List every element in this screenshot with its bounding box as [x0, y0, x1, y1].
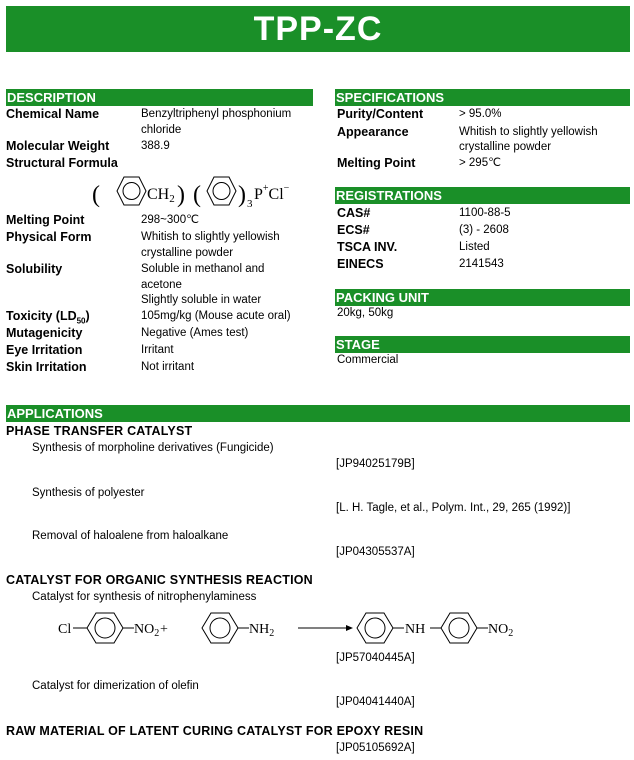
purity-label: Purity/Content — [337, 107, 424, 121]
physical-form-value-2: crystalline powder — [141, 247, 234, 259]
packing-unit-header: PACKING UNIT — [335, 289, 630, 306]
aromatic-circle-a — [95, 618, 115, 638]
phosphorus-symbol: P+Cl− — [254, 183, 290, 203]
cos-item-1: Catalyst for synthesis of nitrophenylaminess — [32, 591, 257, 603]
product-title: TPP-ZC — [6, 6, 630, 52]
cos-ref-1: [JP57040445A] — [336, 652, 415, 664]
appearance-label: Appearance — [337, 125, 409, 139]
packing-unit-value: 20kg, 50kg — [337, 307, 394, 319]
subscript-3: 3 — [247, 198, 253, 210]
paren-open-1: ( — [92, 182, 100, 208]
solubility-value-1: Soluble in methanol and — [141, 263, 265, 275]
benzene-ring-1 — [117, 177, 146, 205]
skin-irritation-value: Not irritant — [141, 361, 195, 373]
plus-sign: + — [160, 622, 168, 637]
registrations-header: REGISTRATIONS — [335, 187, 630, 204]
solubility-value-2: acetone — [141, 279, 182, 291]
aromatic-circle-c — [365, 618, 385, 638]
applications-header: APPLICATIONS — [6, 405, 630, 422]
molecular-weight-value: 388.9 — [141, 140, 170, 152]
ecs-label: ECS# — [337, 223, 370, 237]
spec-melting-point-label: Melting Point — [337, 156, 416, 170]
cos-ref-2: [JP04041440A] — [336, 696, 415, 708]
amine-group: $NH_2$ — [249, 622, 275, 639]
raw-ref-1: [JP05105692A] — [336, 742, 415, 754]
chlorine-atom: Cl — [58, 622, 72, 637]
arrow-head — [346, 625, 353, 631]
raw-title: RAW MATERIAL OF LATENT CURING CATALYST FOR EPOXY RESIN — [6, 724, 424, 738]
melting-point-label: Melting Point — [6, 213, 85, 227]
melting-point-value: 298~300℃ — [141, 214, 200, 226]
toxicity-label: Toxicity $(LD_{50})$ — [6, 309, 90, 326]
description-header: DESCRIPTION — [6, 89, 313, 106]
imine-group: NH — [405, 622, 426, 637]
aromatic-circle-1 — [123, 183, 140, 200]
stage-value: Commercial — [337, 354, 399, 366]
ptc-title: PHASE TRANSFER CATALYST — [6, 424, 193, 438]
benzene-ring-2 — [207, 177, 236, 205]
cas-value: 1100-88-5 — [459, 207, 511, 219]
chemical-name-value-2: chloride — [141, 124, 182, 136]
spec-melting-point-value: > 295℃ — [459, 157, 502, 169]
tsca-value: Listed — [459, 241, 490, 253]
ptc-item-1: Synthesis of morpholine derivatives (Fungicide) — [32, 442, 274, 454]
aromatic-circle-2 — [213, 183, 230, 200]
toxicity-value: 105mg/kg (Mouse acute oral) — [141, 310, 291, 322]
appearance-value-2: crystalline powder — [459, 141, 552, 153]
ptc-item-3: Removal of haloalene from haloalkane — [32, 530, 229, 542]
molecular-weight-label: Molecular Weight — [6, 139, 110, 153]
solubility-label: Solubility — [6, 262, 63, 276]
appearance-value-1: Whitish to slightly yellowish — [459, 126, 598, 138]
einecs-value: 2141543 — [459, 258, 504, 270]
cos-title: CATALYST FOR ORGANIC SYNTHESIS REACTION — [6, 573, 313, 587]
ptc-item-2: Synthesis of polyester — [32, 487, 145, 499]
physical-form-label: Physical Form — [6, 230, 92, 244]
paren-close-1: ) — [177, 182, 185, 208]
purity-value: > 95.0% — [459, 108, 502, 120]
eye-irritation-label: Eye Irritation — [6, 343, 83, 357]
mutagenicity-value: Negative (Ames test) — [141, 327, 249, 339]
tsca-label: TSCA INV. — [337, 240, 398, 254]
nitro-group-d: $NO_2$ — [488, 622, 514, 639]
cas-label: CAS# — [337, 206, 371, 220]
specifications-header: SPECIFICATIONS — [335, 89, 630, 106]
structural-formula-label: Structural Formula — [6, 156, 118, 170]
ptc-ref-2: [L. H. Tagle, et al., Polym. Int., 29, 265 (1992)] — [336, 502, 571, 514]
stage-header: STAGE — [335, 336, 630, 353]
solubility-value-3: Slightly soluble in water — [141, 294, 262, 306]
paren-close-2: ) — [238, 182, 246, 208]
paren-open-2: ( — [193, 182, 201, 208]
ecs-value: (3) - 2608 — [459, 224, 509, 236]
chemical-name-value-1: Benzyltriphenyl phosphonium — [141, 108, 292, 120]
cos-item-2: Catalyst for dimerization of olefin — [32, 680, 199, 692]
mutagenicity-label: Mutagenicity — [6, 326, 83, 340]
reaction-scheme — [56, 604, 556, 650]
nitro-group-a: $NO_2$ — [134, 622, 160, 639]
chemical-name-label: Chemical Name — [6, 107, 100, 121]
eye-irritation-value: Irritant — [141, 344, 174, 356]
physical-form-value-1: Whitish to slightly yellowish — [141, 231, 280, 243]
ch2-group: CH2 — [147, 186, 175, 205]
einecs-label: EINECS — [337, 257, 384, 271]
ptc-ref-3: [JP04305537A] — [336, 546, 415, 558]
aromatic-circle-b — [210, 618, 230, 638]
structural-formula-graphic — [92, 172, 312, 212]
aromatic-circle-d — [449, 618, 469, 638]
ptc-ref-1: [JP94025179B] — [336, 458, 415, 470]
skin-irritation-label: Skin Irritation — [6, 360, 87, 374]
